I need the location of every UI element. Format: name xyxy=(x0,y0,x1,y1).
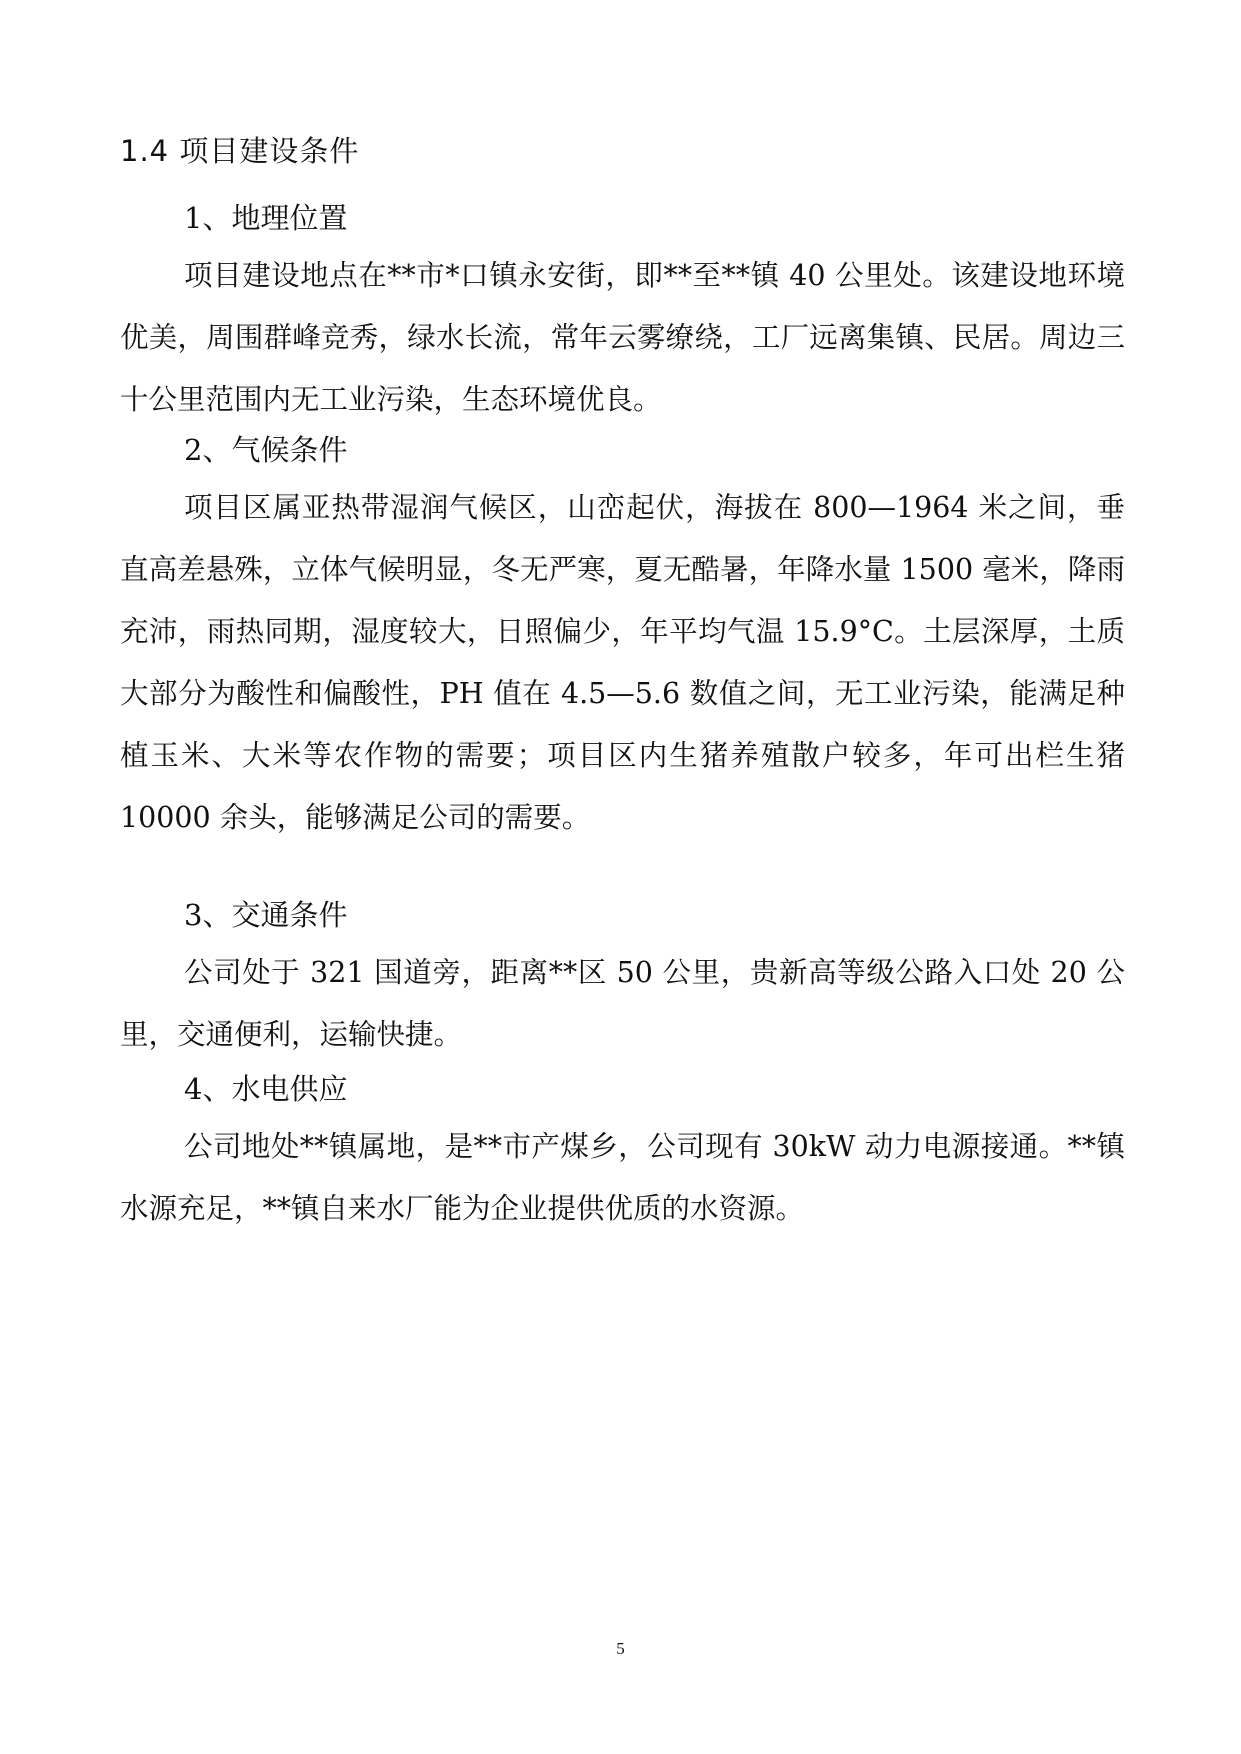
subsection-heading-location: 1、地理位置 xyxy=(184,201,348,235)
paragraph-transport: 公司处于 321 国道旁，距离**区 50 公里，贵新高等级公路入口处 20 公里，交通便利，运输快捷。 xyxy=(120,956,1125,1051)
paragraph-utilities: 公司地处**镇属地，是**市产煤乡，公司现有 30kW 动力电源接通。**镇水源充足，**镇自来水厂能为企业提供优质的水资源。 xyxy=(120,1130,1125,1225)
subsection-heading-transport: 3、交通条件 xyxy=(184,898,348,932)
page-number: 5 xyxy=(616,1639,625,1658)
paragraph-climate: 项目区属亚热带湿润气候区，山峦起伏，海拔在 800—1964 米之间，垂直高差悬殊，立体气候明显，冬无严寒，夏无酷暑，年降水量 1500 毫米，降雨充沛，雨热同期，湿度较大，日照偏少，年平均气温 15.9°C。土层深厚，土质大部分为酸性和偏酸性，PH 值在 4.5—5.6 数值之间，无工业污染，能满足种植玉米、大米等农作物的需要；项目区内生猪养殖散户较多，年可出栏生猪 10000 余头，能够满足公司的需要。 xyxy=(120,491,1125,834)
paragraph-location: 项目建设地点在**市*口镇永安街，即**至**镇 40 公里处。该建设地环境优美，周围群峰竞秀，绿水长流，常年云雾缭绕，工厂远离集镇、民居。周边三十公里范围内无工业污染，生态环境优良。 xyxy=(120,259,1125,416)
subsection-heading-climate: 2、气候条件 xyxy=(184,433,348,467)
subsection-heading-utilities: 4、水电供应 xyxy=(184,1072,348,1106)
section-title: 1.4 项目建设条件 xyxy=(120,134,360,168)
